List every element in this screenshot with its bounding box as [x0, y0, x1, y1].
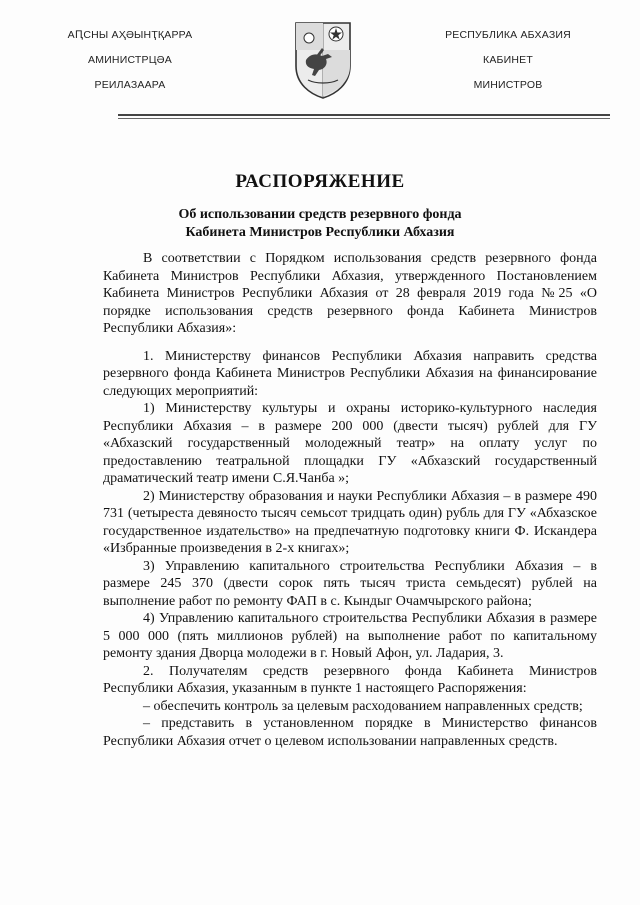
paragraph-subitem-3: 3) Управлению капитального строительства Республики Абхазия – в размере 245 370 (двести сорок пять тысяч триста семьдесят) рублей на выполнение работ по ремонту ФАП в с. Кындыг Очамчырского района;: [103, 558, 597, 609]
header-right-line-2: КАБИНЕТ: [483, 54, 533, 66]
header-left-line-1: АԤСНЫ АҲӘЫНҬҚАРРА: [67, 29, 193, 41]
header-right-line-3: МИНИСТРОВ: [473, 79, 543, 91]
document-body: [103, 250, 597, 750]
document-title: РАСПОРЯЖЕНИЕ: [235, 171, 405, 192]
paragraph-item-2: 2. Получателям средств резервного фонда Кабинета Министров Республики Абхазия, указанным в пункте 1 настоящего Распоряжения:: [103, 663, 597, 696]
document-subtitle: [0, 206, 640, 242]
header-right-russian: [408, 26, 608, 101]
header-divider-thick: [118, 114, 610, 116]
paragraph-item-2-bullet-1: – обеспечить контроль за целевым расходованием направленных средств;: [143, 698, 583, 714]
paragraph-preamble: В соответствии с Порядком использования средств резервного фонда Кабинета Министров Республики Абхазия, утвержденного Постановлением Кабинета Министров Республики Абхазия от 28 февраля 2019 года №25 «О порядке использования средств резервного фонда Кабинета Министров Республики Абхазия»:: [103, 251, 597, 336]
paragraph-subitem-4: 4) Управлению капитального строительства Республики Абхазия в размере 5 000 000 (пять миллионов рублей) на выполнение работ по капитальному ремонту здания Дворца молодежи в г. Новый Афон, ул. Ладария, 3.: [103, 611, 597, 661]
header-left-line-3: РЕИЛАЗААРА: [94, 79, 166, 91]
paragraph-subitem-2: 2) Министерству образования и науки Республики Абхазия – в размере 490 731 (четыреста девяносто тысяч семьсот тридцать один) рубль для ГУ «Абхазское государственное издательство» на предпечатную подготовку книги Ф. Искандера «Избранные произведения в 2-х книгах»;: [103, 488, 597, 556]
coat-of-arms-emblem: [292, 20, 354, 100]
paragraph-subitem-1: 1) Министерству культуры и охраны историко-культурного наследия Республики Абхазия – в размере 200 000 (двести тысяч) рублей для ГУ «Абхазский государственный молодежный театр» на оплату услуг по предоставлению театральной площадки ГУ «Абхазский государственный драматический театр имени С.Я.Чанба »;: [103, 401, 597, 486]
paragraph-item-1: 1. Министерству финансов Республики Абхазия направить средства резервного фонда Кабинета Министров Республики Абхазия на финансирование следующих мероприятий:: [103, 348, 597, 399]
header-divider-thin: [118, 118, 610, 119]
header-left-line-2: АМИНИСТРЦӘА: [88, 54, 172, 66]
paragraph-item-2-bullet-2: – представить в установленном порядке в Министерство финансов Республики Абхазия отчет о целевом использовании направленных средств.: [103, 716, 597, 749]
header-left-abkhaz: [30, 26, 230, 101]
subtitle-line-2: Кабинета Министров Республики Абхазия: [185, 225, 455, 240]
subtitle-line-1: Об использовании средств резервного фонда: [178, 207, 462, 222]
header-right-line-1: РЕСПУБЛИКА АБХАЗИЯ: [445, 29, 571, 41]
